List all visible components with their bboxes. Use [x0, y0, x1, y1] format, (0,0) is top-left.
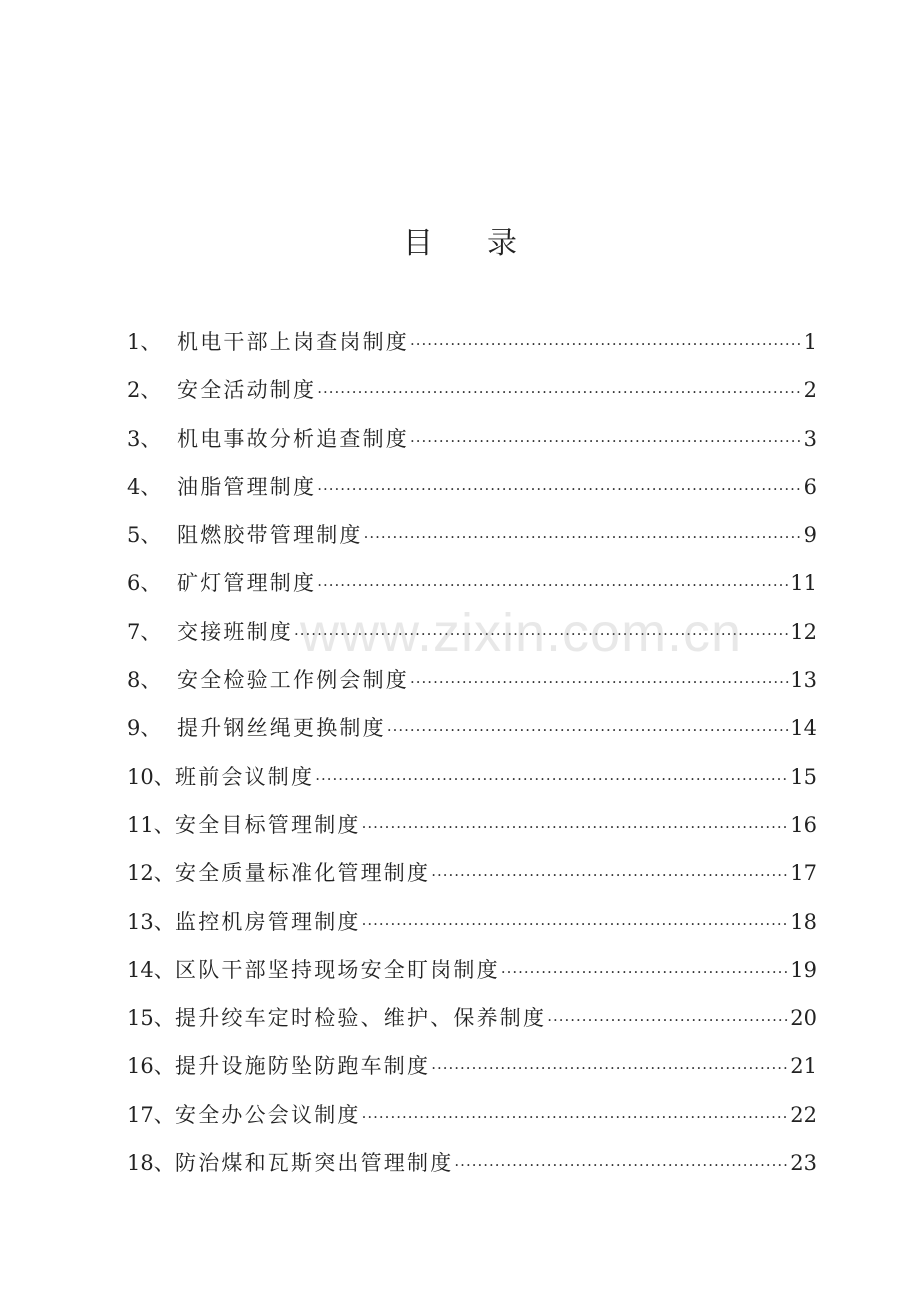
toc-entry[interactable]	[127, 463, 817, 511]
page-title-char-2: 录	[487, 226, 517, 261]
toc-entry[interactable]	[127, 608, 817, 656]
toc-entry[interactable]	[127, 994, 817, 1042]
toc-entry[interactable]	[127, 946, 817, 994]
toc-entry-number: 4、	[127, 474, 162, 499]
toc-entry-number: 5、	[127, 523, 162, 548]
toc-leader-dots	[410, 417, 803, 465]
toc-entry-page: 9	[803, 523, 817, 548]
toc-entry-page: 17	[790, 861, 817, 886]
watermark: www.zixin.com.cn	[300, 603, 743, 663]
toc-entry-page: 15	[790, 764, 817, 789]
toc-entry[interactable]	[127, 1042, 817, 1090]
toc-leader-dots	[454, 1141, 789, 1189]
toc-entry-page: 22	[790, 1102, 817, 1127]
toc-leader-dots	[317, 561, 789, 609]
toc-entry[interactable]	[127, 1091, 817, 1139]
toc-entry-title: 矿灯管理制度	[177, 571, 317, 596]
toc-leader-dots	[317, 465, 802, 513]
toc-leader-dots	[364, 513, 803, 561]
toc-entry[interactable]	[127, 801, 817, 849]
toc-leader-dots	[362, 1093, 790, 1141]
toc-list	[127, 318, 817, 1187]
toc-entry[interactable]	[127, 849, 817, 897]
toc-entry-title: 班前会议制度	[175, 764, 315, 789]
toc-leader-dots	[315, 755, 789, 803]
toc-entry-title: 提升绞车定时检验、维护、保养制度	[175, 1006, 547, 1031]
toc-entry-page: 16	[790, 812, 817, 837]
toc-leader-dots	[387, 706, 789, 754]
toc-entry-title: 油脂管理制度	[177, 474, 317, 499]
toc-entry-number: 17、	[127, 1102, 175, 1127]
page-title	[0, 222, 920, 266]
toc-entry-page: 6	[803, 474, 817, 499]
toc-entry-title: 区队干部坚持现场安全盯岗制度	[175, 957, 500, 982]
toc-leader-dots	[317, 368, 802, 416]
toc-entry-page: 12	[790, 619, 817, 644]
toc-entry-title: 机电事故分析追查制度	[177, 426, 409, 451]
toc-entry-title: 提升设施防坠防跑车制度	[175, 1054, 431, 1079]
toc-entry-page: 13	[790, 668, 817, 693]
toc-entry[interactable]	[127, 366, 817, 414]
toc-entry-number: 3、	[127, 426, 162, 451]
toc-entry[interactable]	[127, 753, 817, 801]
toc-leader-dots	[362, 803, 790, 851]
toc-entry[interactable]	[127, 415, 817, 463]
toc-entry-title: 安全质量标准化管理制度	[175, 861, 431, 886]
toc-entry-page: 18	[790, 909, 817, 934]
toc-entry-title: 安全检验工作例会制度	[177, 668, 409, 693]
toc-entry-title: 阻燃胶带管理制度	[177, 523, 363, 548]
toc-entry-page: 23	[790, 1151, 817, 1176]
toc-entry-page: 1	[803, 330, 817, 354]
toc-entry-page: 20	[790, 1006, 817, 1031]
toc-entry-number: 16、	[127, 1054, 175, 1079]
toc-entry[interactable]	[127, 1139, 817, 1187]
toc-leader-dots	[410, 658, 789, 706]
toc-entry-number: 1、	[127, 330, 162, 354]
toc-entry[interactable]	[127, 559, 817, 607]
toc-entry-number: 11、	[127, 812, 175, 837]
toc-entry-number: 8、	[127, 668, 162, 693]
toc-entry-page: 21	[790, 1054, 817, 1079]
toc-entry-number: 12、	[127, 861, 175, 886]
toc-entry-number: 9、	[127, 716, 162, 741]
toc-entry-title: 提升钢丝绳更换制度	[177, 716, 386, 741]
toc-leader-dots	[294, 610, 789, 658]
toc-entry-title: 安全办公会议制度	[175, 1102, 361, 1127]
toc-entry-title: 监控机房管理制度	[175, 909, 361, 934]
page-title-char-1: 目	[403, 226, 433, 261]
toc-leader-dots	[362, 900, 790, 948]
toc-entry[interactable]	[127, 318, 817, 366]
toc-entry-number: 18、	[127, 1151, 175, 1176]
toc-entry-title: 安全目标管理制度	[175, 812, 361, 837]
toc-entry[interactable]	[127, 511, 817, 559]
toc-entry-page: 2	[803, 378, 817, 403]
toc-entry-page: 14	[790, 716, 817, 741]
toc-entry-title: 防治煤和瓦斯突出管理制度	[175, 1151, 454, 1176]
toc-entry[interactable]	[127, 656, 817, 704]
toc-entry-number: 15、	[127, 1006, 175, 1031]
toc-leader-dots	[410, 320, 803, 368]
toc-leader-dots	[431, 1044, 789, 1092]
toc-leader-dots	[547, 996, 789, 1044]
toc-entry-page: 11	[790, 571, 817, 596]
toc-entry-title: 交接班制度	[177, 619, 293, 644]
toc-entry[interactable]	[127, 704, 817, 752]
toc-entry-number: 6、	[127, 571, 162, 596]
toc-entry-page: 3	[803, 426, 817, 451]
toc-entry-title: 机电干部上岗查岗制度	[177, 330, 409, 354]
toc-entry-number: 2、	[127, 378, 162, 403]
toc-leader-dots	[431, 851, 789, 899]
toc-entry-number: 14、	[127, 957, 175, 982]
toc-entry-title: 安全活动制度	[177, 378, 317, 403]
toc-entry-number: 13、	[127, 909, 175, 934]
toc-entry-number: 7、	[127, 619, 162, 644]
toc-leader-dots	[501, 948, 789, 996]
toc-entry[interactable]	[127, 898, 817, 946]
toc-entry-number: 10、	[127, 764, 175, 789]
toc-entry-page: 19	[790, 957, 817, 982]
